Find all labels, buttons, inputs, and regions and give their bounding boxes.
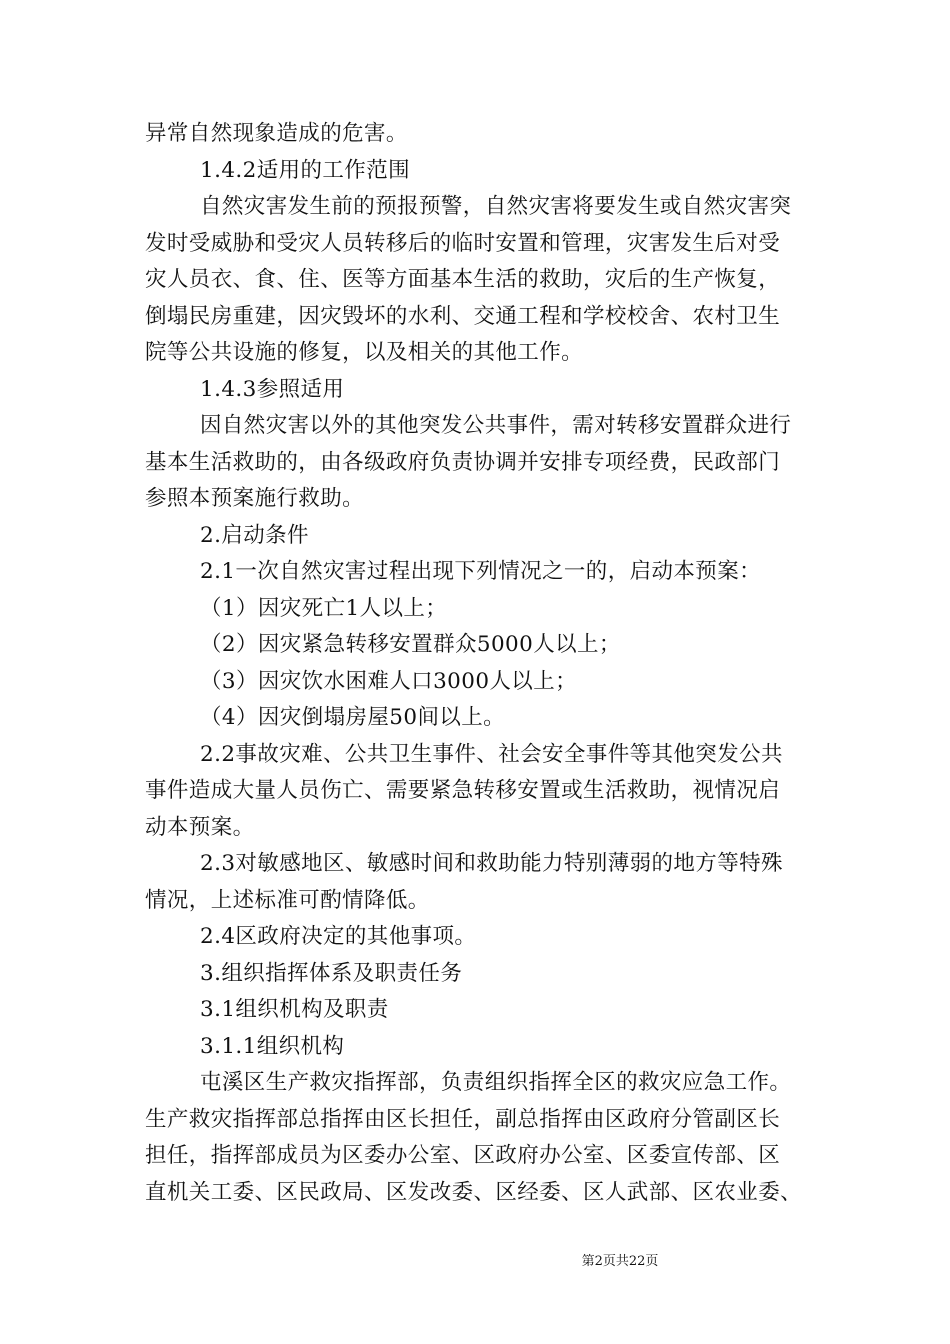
footer-middle: 页共 xyxy=(602,1254,629,1269)
text-line: 1.4.2适用的工作范围 xyxy=(200,157,411,183)
text-line: 2.4区政府决定的其他事项。 xyxy=(200,924,477,949)
text-line: 担任，指挥部成员为区委办公室、区政府办公室、区委宣传部、区 xyxy=(145,1143,781,1168)
text-line: 院等公共设施的修复，以及相关的其他工作。 xyxy=(145,340,584,365)
text-line: 2.启动条件 xyxy=(200,522,309,548)
text-line: 3.1组织机构及职责 xyxy=(200,997,389,1022)
text-line: 1.4.3参照适用 xyxy=(200,376,345,402)
text-line: 事件造成大量人员伤亡、需要紧急转移安置或生活救助，视情况启 xyxy=(145,778,781,803)
text-line: 动本预案。 xyxy=(145,814,255,840)
text-line: （3）因灾饮水困难人口3000人以上； xyxy=(200,668,577,694)
footer-suffix: 页 xyxy=(645,1254,659,1269)
footer-total-pages: 22 xyxy=(628,1254,646,1269)
text-line: 发时受威胁和受灾人员转移后的临时安置和管理，灾害发生后对受 xyxy=(145,230,781,256)
footer-prefix: 第 xyxy=(581,1254,595,1269)
page-footer xyxy=(0,1250,950,1269)
body-text xyxy=(145,116,825,1211)
footer-current-page: 2 xyxy=(594,1254,603,1269)
text-line: 因自然灾害以外的其他突发公共事件，需对转移安置群众进行 xyxy=(200,413,792,438)
text-line: 直机关工委、区民政局、区发改委、区经委、区人武部、区农业委、 xyxy=(145,1179,803,1205)
text-line: 情况，上述标准可酌情降低。 xyxy=(145,887,430,913)
text-line: 倒塌民房重建，因灾毁坏的水利、交通工程和学校校舍、农村卫生 xyxy=(145,303,781,329)
text-line: 基本生活救助的，由各级政府负责协调并安排专项经费，民政部门 xyxy=(145,449,781,475)
text-line: 参照本预案施行救助。 xyxy=(145,486,365,511)
text-line: 异常自然现象造成的危害。 xyxy=(145,121,408,146)
text-line: 3.组织指挥体系及职责任务 xyxy=(200,960,463,986)
text-line: 2.2事故灾难、公共卫生事件、社会安全事件等其他突发公共 xyxy=(200,741,783,767)
text-line: （4）因灾倒塌房屋50间以上。 xyxy=(200,705,506,730)
text-line: 2.3对敏感地区、敏感时间和救助能力特别薄弱的地方等特殊 xyxy=(200,851,783,876)
text-line: 2.1一次自然灾害过程出现下列情况之一的，启动本预案： xyxy=(200,559,761,584)
text-line: （2）因灾紧急转移安置群众5000人以上； xyxy=(200,632,621,657)
text-line: （1）因灾死亡1人以上； xyxy=(200,595,448,621)
text-line: 自然灾害发生前的预报预警，自然灾害将要发生或自然灾害突 xyxy=(200,194,792,219)
text-line: 生产救灾指挥部总指挥由区长担任，副总指挥由区政府分管副区长 xyxy=(145,1106,781,1132)
text-line: 3.1.1组织机构 xyxy=(200,1033,345,1059)
text-line: 灾人员衣、食、住、医等方面基本生活的救助，灾后的生产恢复， xyxy=(145,267,781,292)
text-line: 屯溪区生产救灾指挥部，负责组织指挥全区的救灾应急工作。 xyxy=(200,1070,792,1095)
